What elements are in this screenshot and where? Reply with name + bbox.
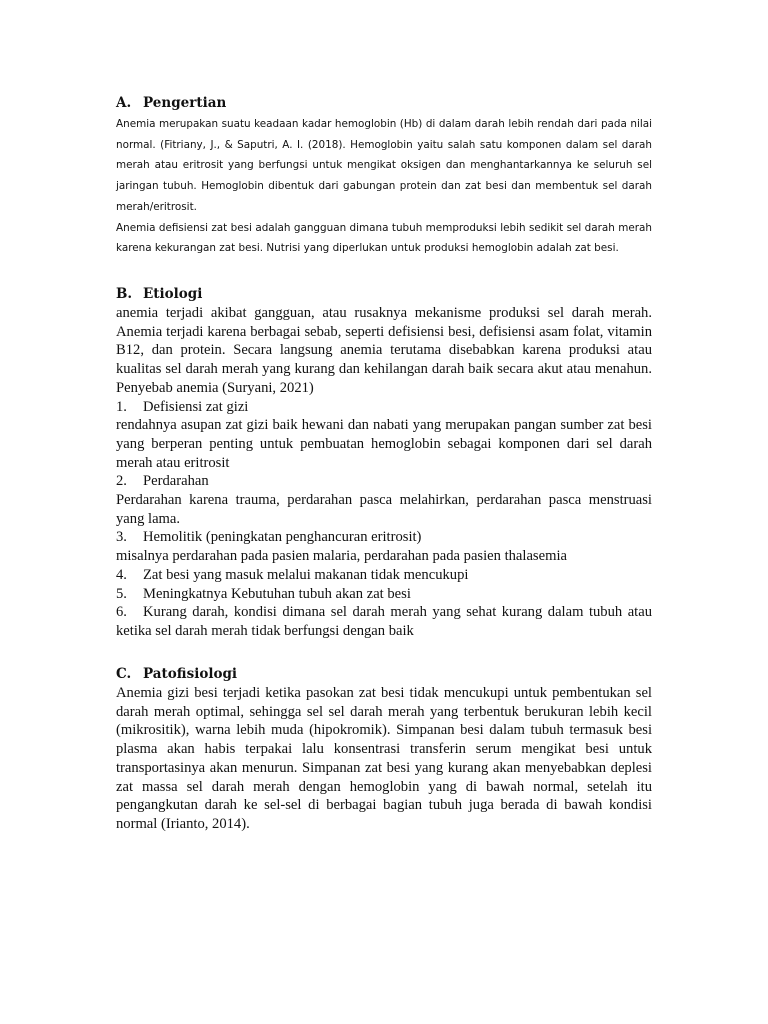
list-label: Meningkatnya Kebutuhan tubuh akan zat besi	[143, 585, 411, 602]
section-title: Etiologi	[143, 286, 203, 302]
list-label: Kurang darah, kondisi dimana sel darah merah yang sehat kurang dalam tubuh atau ketika sel darah merah tidak berfungsi dengan baik	[116, 604, 652, 639]
section-pengertian	[116, 94, 652, 259]
list-label: Zat besi yang masuk melalui makanan tidak mencukupi	[143, 566, 469, 583]
section-etiologi	[116, 285, 652, 641]
paragraph: Anemia gizi besi terjadi ketika pasokan zat besi tidak mencukupi untuk pembentukan sel darah merah optimal, sehingga sel sel darah merah yang terbentuk berukuran lebih kecil (mikrositik), warna lebih muda (hipokromik). Simpanan besi dalam tubuh termasuk besi plasma akan habis terpakai lalu konsentrasi transferin serum mengikat besi untuk transportasinya akan menurun. Simpanan zat besi yang kurang akan menyebabkan deplesi zat massa sel darah merah dengan hemoglobin yang di bawah normal, setelah itu pengangkutan darah ke sel-sel di berbagai bagian tubuh juga berada di bawah kondisi normal (Irianto, 2014).	[116, 685, 652, 832]
list-number: 1.	[116, 398, 127, 415]
section-patofisiologi	[116, 665, 652, 834]
list-number: 6.	[116, 604, 127, 621]
section-title: Pengertian	[143, 95, 227, 111]
list-detail: Perdarahan karena trauma, perdarahan pasca melahirkan, perdarahan pasca menstruasi yang lama.	[116, 492, 652, 527]
list-detail: rendahnya asupan zat gizi baik hewani dan nabati yang merupakan pangan sumber zat besi yang berperan penting untuk pembuatan hemoglobin sebagai komponen dari sel darah merah atau eritrosit	[116, 417, 652, 471]
list-number: 2.	[116, 473, 127, 490]
section-heading	[116, 94, 652, 112]
list-label: Defisiensi zat gizi	[143, 398, 249, 415]
list-number: 3.	[116, 529, 127, 546]
paragraph: anemia terjadi akibat gangguan, atau rusaknya mekanisme produksi sel darah merah. Anemia terjadi karena berbagai sebab, seperti defisiensi besi, defisiensi asam folat, vitamin B12, dan protein. Secara langsung anemia terutama disebabkan karena produksi atau kualitas sel darah merah yang kurang dan kehilangan darah baik secara akut atau menahun. Penyebab anemia (Suryani, 2021)	[116, 305, 652, 396]
list-label: Hemolitik (peningkatan penghancuran eritrosit)	[143, 529, 422, 546]
paragraph: Anemia defisiensi zat besi adalah gangguan dimana tubuh memproduksi lebih sedikit sel darah merah karena kekurangan zat besi. Nutrisi yang diperlukan untuk produksi hemoglobin adalah zat besi.	[116, 221, 652, 255]
list-item	[116, 528, 652, 547]
list-number: 4.	[116, 566, 127, 583]
list-item	[116, 585, 652, 604]
list-item	[116, 398, 652, 417]
section-letter: A.	[116, 95, 132, 111]
section-title: Patofisiologi	[143, 666, 238, 682]
list-number: 5.	[116, 585, 127, 602]
list-item	[116, 603, 652, 640]
section-heading	[116, 665, 652, 683]
section-letter: C.	[116, 666, 132, 682]
list-detail: misalnya perdarahan pada pasien malaria, perdarahan pada pasien thalasemia	[116, 548, 567, 565]
section-letter: B.	[116, 286, 133, 302]
list-item	[116, 566, 652, 585]
paragraph: Anemia merupakan suatu keadaan kadar hemoglobin (Hb) di dalam darah lebih rendah dari pada nilai normal. (Fitriany, J., & Saputri, A. I. (2018). Hemoglobin yaitu salah satu komponen dalam sel darah merah atau eritrosit yang berfungsi untuk mengikat oksigen dan menghantarkannya ke seluruh sel jaringan tubuh. Hemoglobin dibentuk dari gabungan protein dan zat besi dan membentuk sel darah merah/eritrosit.	[116, 118, 652, 213]
list-item	[116, 472, 652, 491]
section-heading	[116, 285, 652, 303]
list-label: Perdarahan	[143, 473, 209, 490]
